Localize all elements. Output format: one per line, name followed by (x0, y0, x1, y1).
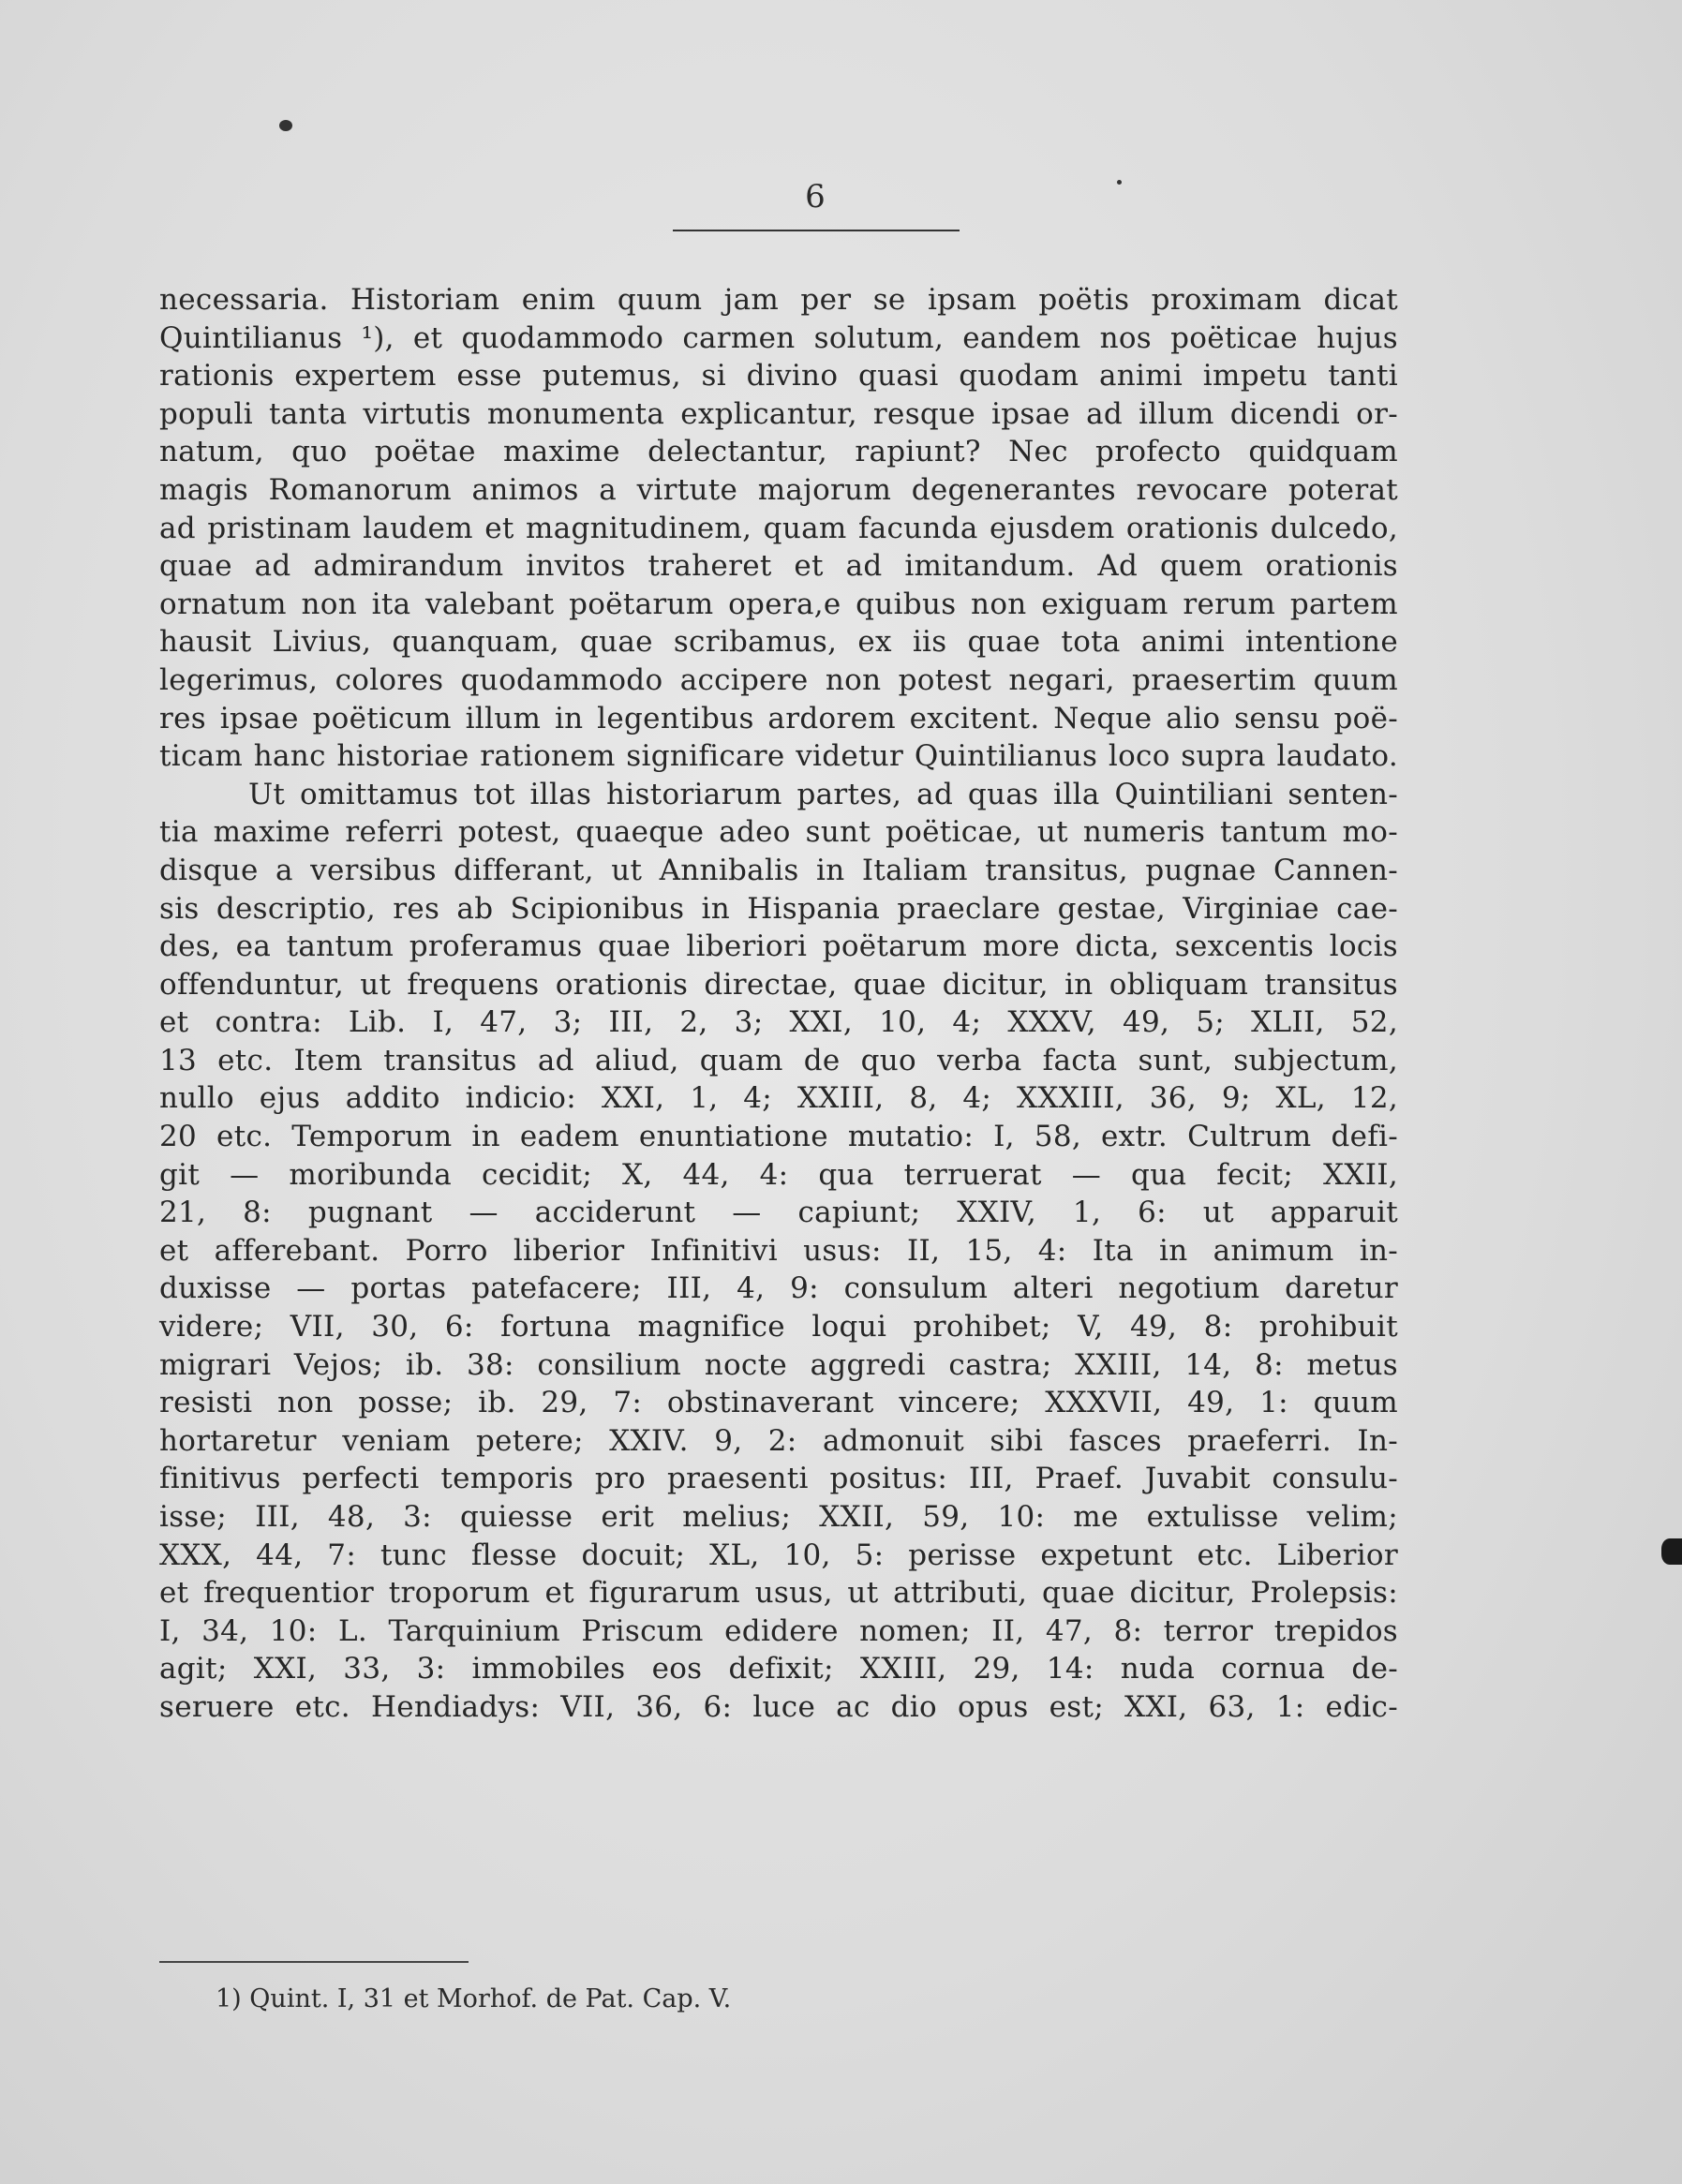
text-line: et frequentior troporum et figurarum usus, ut attributi, quae dicitur, Prolepsis: (159, 1576, 1398, 1611)
text-line: ticam hanc historiae rationem significare videtur Quintilianus loco supra laudato. (159, 739, 1398, 774)
page-edge-mark (1661, 1538, 1682, 1565)
text-line: XXX, 44, 7: tunc flesse docuit; XL, 10, 5: perisse expetunt etc. Liberior (159, 1538, 1398, 1572)
text-line: resisti non posse; ib. 29, 7: obstinaverant vincere; XXXVII, 49, 1: quum (159, 1386, 1398, 1420)
text-line: legerimus, colores quodammodo accipere non potest negari, praesertim quum (159, 662, 1398, 697)
text-line: populi tanta virtutis monumenta explicantur, resque ipsae ad illum dicendi or- (159, 396, 1398, 431)
text-line: des, ea tantum proferamus quae liberiori poëtarum more dicta, sexcentis locis (159, 929, 1398, 964)
text-line: agit; XXI, 33, 3: immobiles eos defixit; XXIII, 29, 14: nuda cornua de- (159, 1652, 1398, 1686)
text-line: hortaretur veniam petere; XXIV. 9, 2: admonuit sibi fasces praeferri. In- (159, 1423, 1398, 1458)
text-line: magis Romanorum animos a virtute majorum degenerantes revocare poterat (159, 472, 1398, 507)
text-line: Ut omittamus tot illas historiarum partes, ad quas illa Quintiliani senten- (248, 777, 1398, 811)
text-line: et contra: Lib. I, 47, 3; III, 2, 3; XXI, 10, 4; XXXV, 49, 5; XLII, 52, (159, 1005, 1398, 1040)
ink-speck (279, 120, 292, 131)
page-number: 6 (805, 178, 826, 215)
text-line: git — moribunda cecidit; X, 44, 4: qua terruerat — qua fecit; XXII, (159, 1157, 1398, 1192)
text-line: hausit Livius, quanquam, quae scribamus, ex iis quae tota animi intentione (159, 625, 1398, 660)
header-rule (673, 230, 960, 231)
footnote: 1) Quint. I, 31 et Morhof. de Pat. Cap. V. (216, 1984, 732, 2013)
footnote-rule (159, 1961, 469, 1963)
text-line: ad pristinam laudem et magnitudinem, quam facunda ejusdem orationis dulcedo, (159, 511, 1398, 545)
text-line: 21, 8: pugnant — acciderunt — capiunt; XXIV, 1, 6: ut apparuit (159, 1196, 1398, 1230)
text-line: 20 etc. Temporum in eadem enuntiatione mutatio: I, 58, extr. Cultrum defi- (159, 1120, 1398, 1154)
text-line: necessaria. Historiam enim quum jam per se ipsam poëtis proximam dicat (159, 283, 1398, 317)
text-line: migrari Vejos; ib. 38: consilium nocte aggredi castra; XXIII, 14, 8: metus (159, 1347, 1398, 1382)
text-line: finitivus perfecti temporis pro praesenti positus: III, Praef. Juvabit consulu- (159, 1462, 1398, 1496)
text-line: rationis expertem esse putemus, si divino quasi quodam animi impetu tanti (159, 359, 1398, 394)
text-line: res ipsae poëticum illum in legentibus ardorem excitent. Neque alio sensu poë- (159, 701, 1398, 735)
text-line: tia maxime referri potest, quaeque adeo sunt poëticae, ut numeris tantum mo- (159, 815, 1398, 850)
text-line: quae ad admirandum invitos traheret et ad imitandum. Ad quem orationis (159, 549, 1398, 584)
text-line: videre; VII, 30, 6: fortuna magnifice loqui prohibet; V, 49, 8: prohibuit (159, 1310, 1398, 1345)
text-line: et afferebant. Porro liberior Infinitivi usus: II, 15, 4: Ita in animum in- (159, 1233, 1398, 1268)
text-line: disque a versibus differant, ut Annibalis in Italiam transitus, pugnae Cannen- (159, 853, 1398, 887)
text-line: sis descriptio, res ab Scipionibus in Hispania praeclare gestae, Virginiae cae- (159, 891, 1398, 926)
text-line: 13 etc. Item transitus ad aliud, quam de quo verba facta sunt, subjectum, (159, 1043, 1398, 1077)
text-line: nullo ejus addito indicio: XXI, 1, 4; XXIII, 8, 4; XXXIII, 36, 9; XL, 12, (159, 1081, 1398, 1116)
body-text (159, 281, 1398, 1727)
text-line: ornatum non ita valebant poëtarum opera,e quibus non exiguam rerum partem (159, 587, 1398, 621)
text-line: isse; III, 48, 3: quiesse erit melius; XXII, 59, 10: me extulisse velim; (159, 1500, 1398, 1534)
ink-speck (1117, 180, 1122, 185)
text-line: offenduntur, ut frequens orationis directae, quae dicitur, in obliquam transitus (159, 967, 1398, 1002)
text-line: natum, quo poëtae maxime delectantur, rapiunt? Nec profecto quidquam (159, 435, 1398, 469)
text-line: Quintilianus ¹), et quodammodo carmen solutum, eandem nos poëticae hujus (159, 320, 1398, 355)
text-line: duxisse — portas patefacere; III, 4, 9: consulum alteri negotium daretur (159, 1271, 1398, 1306)
text-line: seruere etc. Hendiadys: VII, 36, 6: luce ac dio opus est; XXI, 63, 1: edic- (159, 1689, 1398, 1724)
text-line: I, 34, 10: L. Tarquinium Priscum edidere nomen; II, 47, 8: terror trepidos (159, 1613, 1398, 1648)
